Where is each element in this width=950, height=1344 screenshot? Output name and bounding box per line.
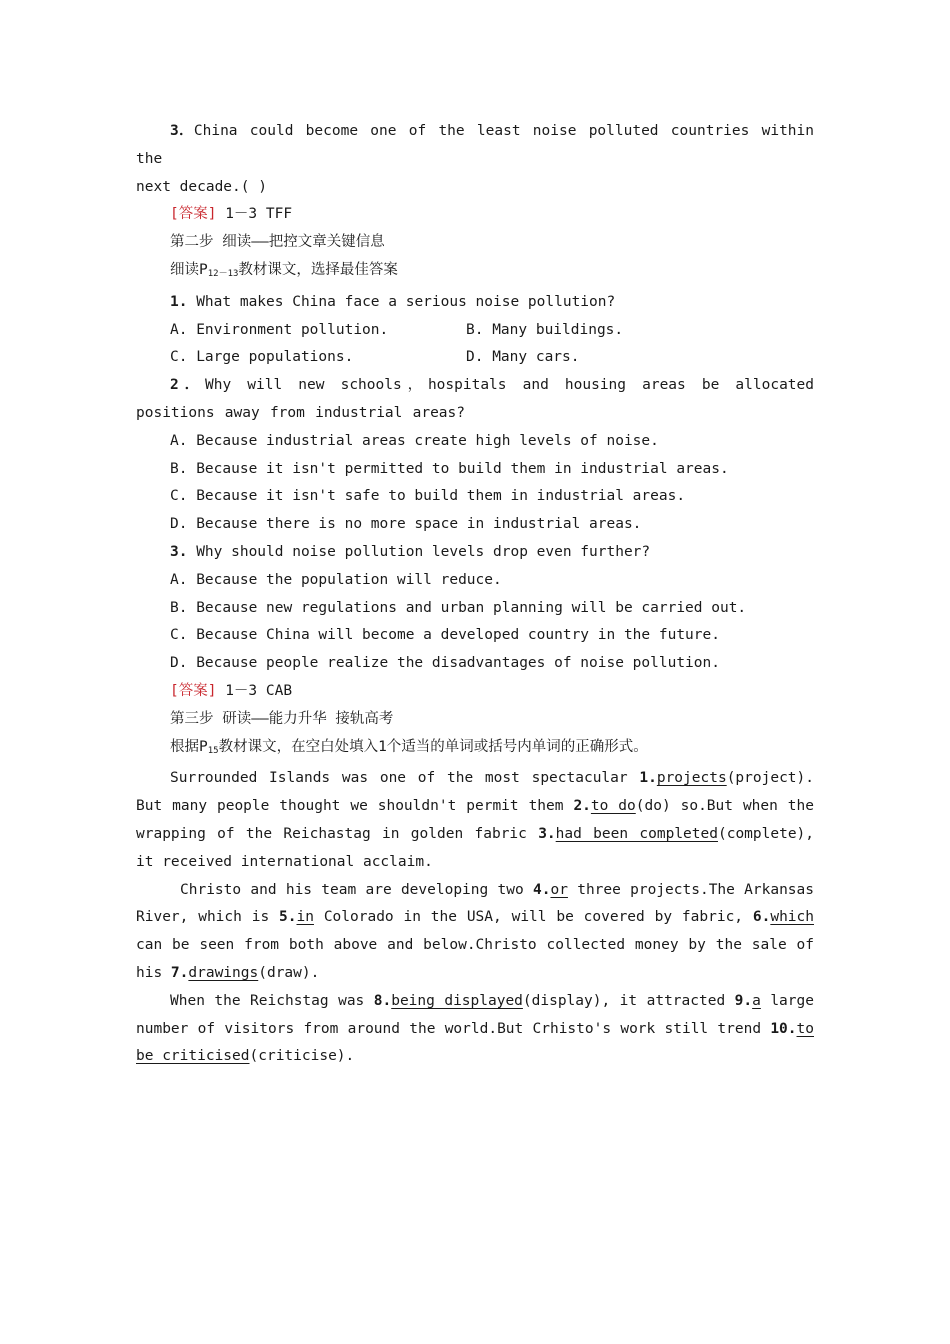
cloze-answer: to do [590, 798, 636, 815]
mc-option: B. Many buildings. [466, 321, 624, 338]
cloze-answer: drawings [188, 964, 259, 981]
cloze-answer: in [296, 909, 314, 926]
cloze-answer: to be criticised [136, 1020, 814, 1065]
mc-option: B. Because it isn't permitted to build them in industrial areas. [170, 460, 729, 477]
document-page [136, 118, 814, 1071]
mc-option: B. Because new regulations and urban planning will be carried out. [170, 599, 747, 616]
mc-option: C. Because China will become a developed country in the future. [170, 627, 720, 644]
cloze-paragraph-3: When the Reichstag was 8.being displayed(display), it attracted 9.a large number of visitors from around the world.But Crhisto's work still trend 10.to be criticised(criticise). [136, 992, 814, 1065]
answer-line-1: [答案] 1－3 TFF [170, 206, 293, 223]
answer-tag: [答案] [170, 682, 217, 699]
cloze-answer: projects [656, 770, 727, 787]
step3-title: 第三步 研读——能力升华 接轨高考 [170, 710, 394, 727]
step3-instruction: 根据$P_{15}$教材课文，在空白处填入1个适当的单词或括号内单词的正确形式。 [170, 738, 648, 756]
cloze-answer: which [770, 909, 814, 926]
cloze-paragraph-2: Christo and his team are developing two 4.or three projects.The Arkansas River, which is 5.in Colorado in the USA, will be covered by fabric, 6.which can be seen from both above and below.Christo collected money by the sale of his 7.drawings(draw). [136, 881, 814, 981]
step2-title: 第二步 细读——把控文章关键信息 [170, 234, 385, 251]
mc-option: D. Because people realize the disadvantages of noise pollution. [170, 655, 720, 672]
mc-options-row [136, 317, 814, 345]
tf-question-3: 3．China could become one of the least noise polluted countries within the [136, 123, 814, 167]
mc-option: A. Because the population will reduce. [170, 571, 502, 588]
mc-option: A. Environment pollution. [170, 321, 389, 338]
cloze-answer: had been completed [555, 825, 718, 842]
mc-options-row [136, 344, 814, 372]
step2-instruction: 细读$P_{12-13}$教材课文，选择最佳答案 [170, 261, 398, 279]
answer-tag: [答案] [170, 206, 217, 223]
mc-option: C. Large populations. [170, 349, 354, 366]
mc-question-1: 1. What makes China face a serious noise pollution? [170, 293, 616, 310]
tf-question-3-cont: next decade.( ) [136, 178, 267, 195]
mc-option: D. Because there is no more space in industrial areas. [170, 516, 642, 533]
answer-line-2: [答案] 1－3 CAB [170, 682, 293, 699]
cloze-answer: a [752, 992, 761, 1009]
cloze-paragraph-1: Surrounded Islands was one of the most spectacular 1.projects(project). But many people thought we shouldn't permit them 2.to do(do) so.But when the wrapping of the Reichastag in golden fabric 3.had been completed(complete), it received international acclaim. [136, 770, 815, 870]
mc-option: A. Because industrial areas create high levels of noise. [170, 432, 659, 449]
mc-option: D. Many cars. [466, 349, 580, 366]
cloze-answer: or [550, 881, 568, 898]
cloze-answer: being displayed [391, 992, 523, 1009]
mc-question-2: 2．Why will new schools，hospitals and housing areas be allocated positions away from industrial areas? [136, 377, 814, 421]
mc-option: C. Because it isn't safe to build them in industrial areas. [170, 488, 686, 505]
mc-question-3: 3. Why should noise pollution levels drop even further? [170, 543, 651, 560]
